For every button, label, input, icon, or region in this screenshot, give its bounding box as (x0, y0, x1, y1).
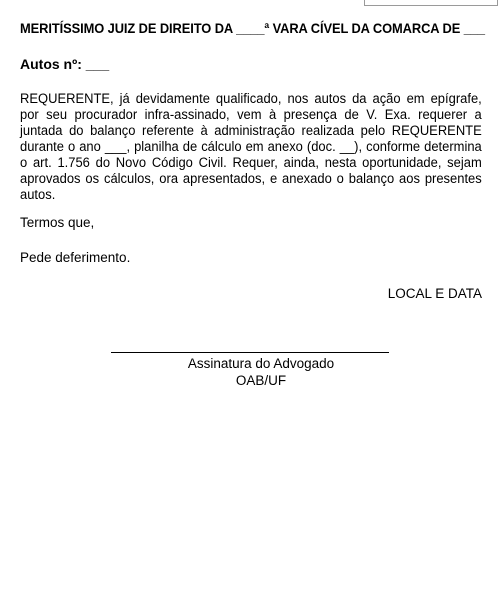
signature-line (111, 352, 389, 353)
top-right-label-box (364, 0, 498, 6)
request-phrase: Pede deferimento. (20, 250, 131, 265)
petition-body: REQUERENTE, já devidamente qualificado, nos autos da ação em epígrafe, por seu procurador infra-assinado, vem à presença de V. Exa. requerer a juntada do balanço referente à administração realizada pelo REQUERENTE durante o ano ___, planilha de cálculo em anexo (doc. __), conforme determina o art. 1.756 do Novo Código Civil. Requer, ainda, nesta oportunidade, sejam aprovados os cálculos, ora apresentados, e anexado o balanço aos presentes autos. (20, 91, 482, 202)
case-number-line: Autos nº: ___ (20, 56, 110, 72)
document-heading: MERITÍSSIMO JUIZ DE DIREITO DA ____ª VARA CÍVEL DA COMARCA DE ___ (20, 20, 485, 36)
local-and-date: LOCAL E DATA (387, 286, 482, 301)
signature-oab: OAB/UF (235, 373, 287, 388)
closing-phrase: Termos que, (20, 215, 95, 230)
signature-name: Assinatura do Advogado (187, 356, 335, 371)
